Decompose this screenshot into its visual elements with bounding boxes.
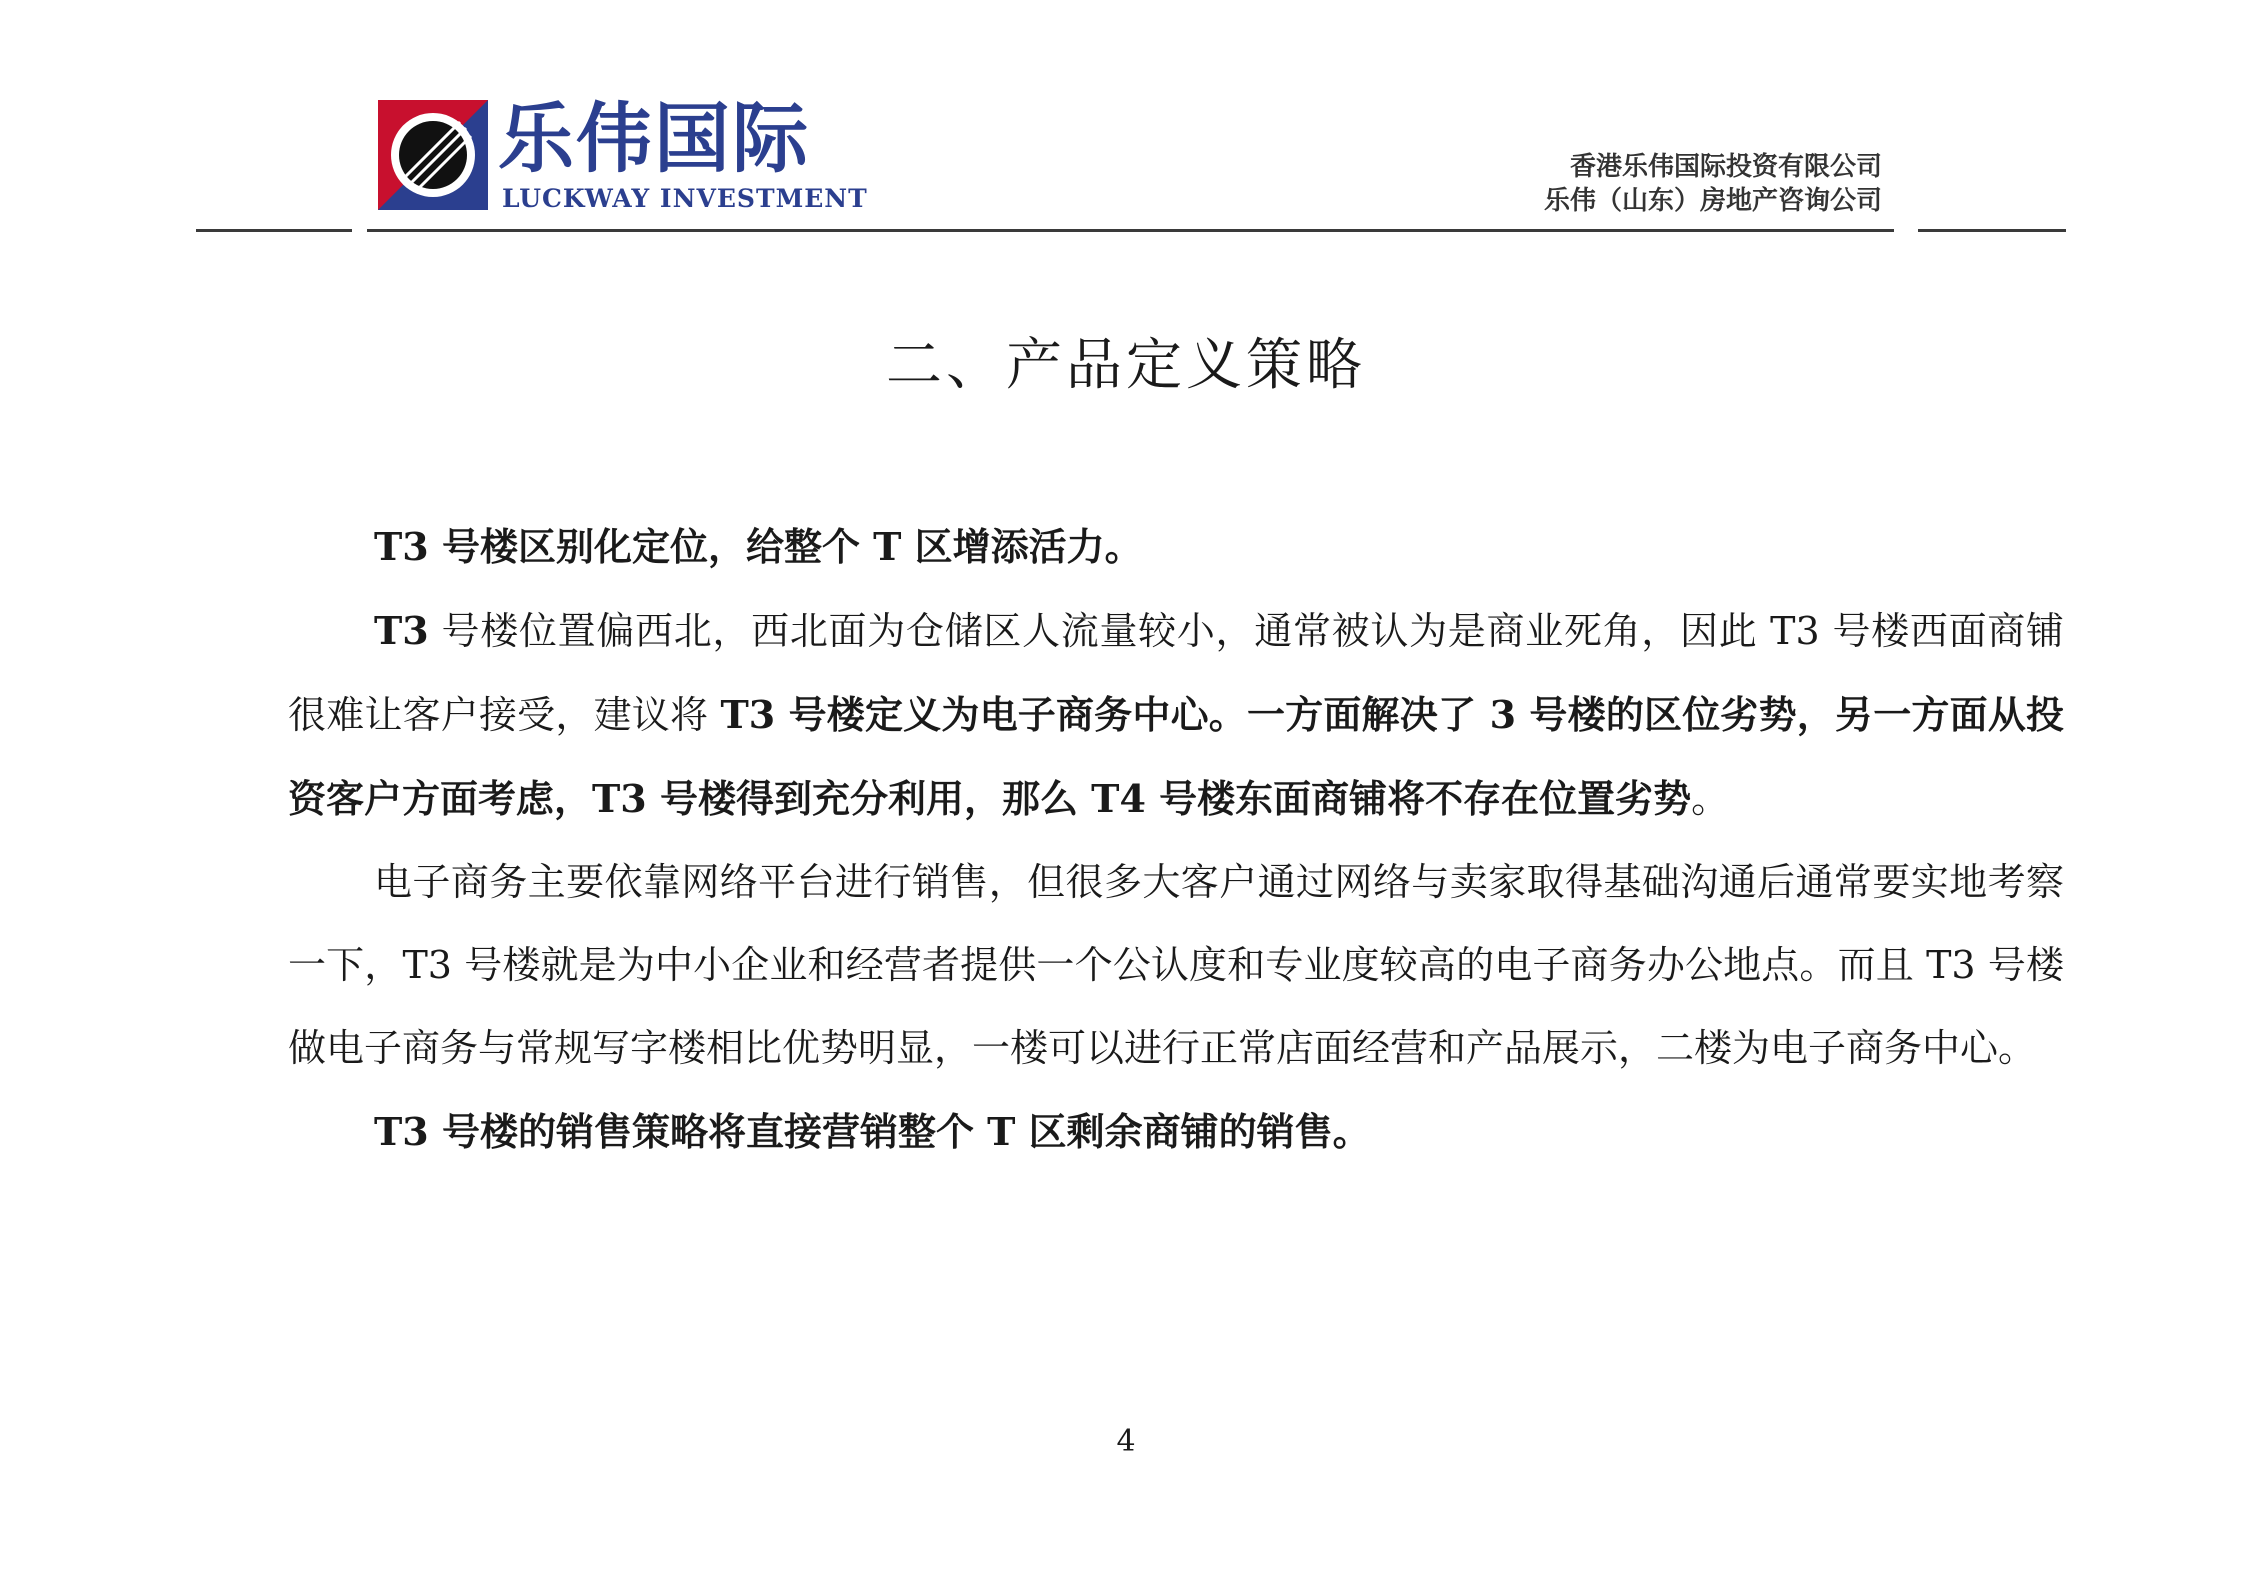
- header-rule-main: [367, 229, 1894, 232]
- luckway-logo-icon: [378, 100, 488, 210]
- text-segment: T3 号楼的销售策略将直接营销整个 T 区剩余商铺的销售。: [374, 1109, 1371, 1154]
- text-segment: T3 号楼定义为电子商务中心。一方面解决了 3 号楼的区位劣势，另一方面从投资客户方面考虑，T3 号楼得到充分利用，那么 T4 号楼东面商铺将不存在位置劣势: [288, 692, 2064, 821]
- company-name-shandong: 乐伟（山东）房地产咨询公司: [1543, 186, 1882, 216]
- header-rule-left: [196, 229, 352, 232]
- text-segment: 号楼位置偏西北，西北面为仓储区人流量较小，通常被认为是商业死角，因此 T3 号楼西面商铺很难让客户接受，建议将: [288, 609, 2064, 737]
- body-text: [288, 505, 2064, 1174]
- paragraph-ecommerce: [288, 841, 2064, 1090]
- company-names: [1544, 150, 1882, 218]
- text-segment: T3: [374, 608, 429, 653]
- text-segment: 。: [1691, 777, 1730, 821]
- page-header: [0, 0, 2252, 240]
- logo-english-name: LUCKWAY INVESTMENT: [502, 184, 868, 213]
- paragraph-positioning: [288, 589, 2064, 841]
- section-title: 二、产品定义策略: [886, 333, 1366, 398]
- company-name-hk: 香港乐伟国际投资有限公司: [1569, 152, 1882, 182]
- paragraph-summary: [288, 505, 2064, 589]
- paragraph-sales-strategy: [288, 1090, 2064, 1174]
- text-segment: T3 号楼区别化定位，给整个 T 区增添活力。: [374, 524, 1143, 569]
- text-segment: 电子商务主要依靠网络平台进行销售，但很多大客户通过网络与卖家取得基础沟通后通常要实地考察一下，T3 号楼就是为中小企业和经营者提供一个公认度和专业度较高的电子商务办公地点。而且 T3 号楼做电子商务与常规写字楼相比优势明显，一楼可以进行正常店面经营和产品展示，二楼为电子商务中心。: [288, 860, 2064, 1070]
- logo-chinese-name: 乐伟国际: [498, 94, 810, 183]
- header-rule-right: [1918, 229, 2066, 232]
- page-number: 4: [1116, 1424, 1136, 1459]
